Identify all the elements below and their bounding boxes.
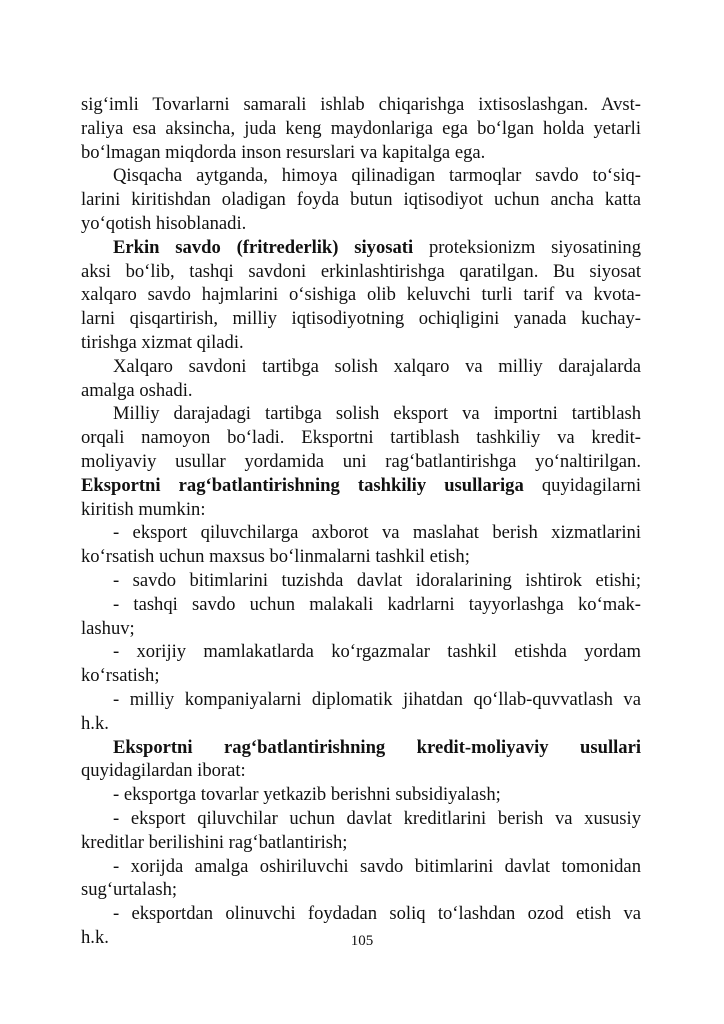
line-text: - eksport qiluvchilar uchun davlat kreditlarini berish va xususiy [113, 807, 641, 829]
text-line [81, 712, 641, 736]
line-text: kiritish mumkin: [81, 498, 206, 520]
text-line [81, 569, 641, 593]
text-line [81, 188, 641, 212]
text-line [81, 402, 641, 426]
text-line [81, 260, 641, 284]
text-line [81, 498, 641, 522]
text-line [81, 164, 641, 188]
page-number: 105 [350, 933, 374, 949]
line-text: ko‘rsatish; [81, 665, 160, 687]
text-line [81, 283, 641, 307]
text-line [81, 902, 641, 926]
line-text: - xorijda amalga oshiriluvchi savdo bitimlarini davlat tomonidan [113, 855, 641, 877]
text-line [81, 593, 641, 617]
text-line [81, 141, 641, 165]
line-text: yo‘qotish hisoblanadi. [81, 212, 247, 234]
line-text: h.k. [81, 712, 109, 734]
text-line [81, 807, 641, 831]
line-text: lashuv; [81, 617, 135, 639]
text-line [81, 545, 641, 569]
line-text: h.k. [81, 926, 109, 948]
text-line [81, 117, 641, 141]
text-line [81, 426, 641, 450]
line-text: - milliy kompaniyalarni diplomatik jihatdan qo‘llab-quvvatlash va [113, 688, 641, 710]
bold-term: Erkin savdo (fritrederlik) siyosati [113, 236, 414, 258]
text-line [81, 736, 641, 760]
text-line [81, 379, 641, 403]
line-text: amalga oshadi. [81, 379, 193, 401]
text-line [81, 450, 641, 474]
line-text: - savdo bitimlarini tuzishda davlat idoralarining ishtirok etishi; [113, 569, 641, 591]
line-text: quyidagilarni [523, 474, 641, 496]
bold-term: Eksportni rag‘batlantirishning kredit-moliyaviy usullari [113, 736, 641, 758]
page-body [81, 93, 641, 950]
line-text: aksi bo‘lib, tashqi savdoni erkinlashtirishga qaratilgan. Bu siyosat [81, 260, 641, 282]
line-text: Qisqacha aytganda, himoya qilinadigan tarmoqlar savdo to‘siq- [113, 165, 641, 187]
text-line [81, 783, 641, 807]
line-text: - xorijiy mamlakatlarda ko‘rgazmalar tashkil etishda yordam [113, 641, 641, 663]
text-line [81, 640, 641, 664]
text-line [81, 93, 641, 117]
text-line [81, 878, 641, 902]
line-text: ko‘rsatish uchun maxsus bo‘linmalarni tashkil etish; [81, 546, 470, 568]
line-text: quyidagilardan iborat: [81, 760, 246, 782]
line-text: raliya esa aksincha, juda keng maydonlariga ega bo‘lgan holda yetarli [81, 117, 641, 139]
text-line [81, 355, 641, 379]
text-line [81, 474, 641, 498]
bold-term: Eksportni rag‘batlantirishning tashkiliy usullariga [81, 474, 524, 496]
line-text: sug‘urtalash; [81, 879, 178, 901]
text-line [81, 521, 641, 545]
text-line [81, 331, 641, 355]
line-text: sig‘imli Tovarlarni samarali ishlab chiqarishga ixtisoslashgan. Avst- [81, 94, 641, 115]
line-text: tirishga xizmat qiladi. [81, 331, 244, 353]
text-line [81, 831, 641, 855]
text-line [81, 855, 641, 879]
line-text: larini kiritishdan oladigan foyda butun iqtisodiyot uchun ancha katta [81, 189, 641, 211]
line-text: bo‘lmagan miqdorda inson resurslari va kapitalga ega. [81, 141, 486, 163]
line-text: proteksionizm siyosatining [413, 236, 641, 258]
text-line [81, 688, 641, 712]
line-text: Milliy darajadagi tartibga solish eksport va importni tartiblash [113, 403, 641, 425]
line-text: moliyaviy usullar yordamida uni rag‘batlantirishga yo‘naltirilgan. [81, 450, 641, 472]
line-text: larni qisqartirish, milliy iqtisodiyotning ochiqligini yanada kuchay- [81, 308, 641, 330]
line-text: - eksportdan olinuvchi foydadan soliq to‘lashdan ozod etish va [113, 903, 641, 925]
text-line [81, 759, 641, 783]
line-text: - eksport qiluvchilarga axborot va maslahat berish xizmatlarini [113, 522, 641, 544]
line-text: orqali namoyon bo‘ladi. Eksportni tartiblash tashkiliy va kredit- [81, 427, 641, 449]
line-text: - tashqi savdo uchun malakali kadrlarni tayyorlashga ko‘mak- [113, 593, 641, 615]
line-text: xalqaro savdo hajmlarini o‘sishiga olib keluvchi turli tarif va kvota- [81, 284, 641, 306]
line-text: kreditlar berilishini rag‘batlantirish; [81, 831, 348, 853]
line-text: - eksportga tovarlar yetkazib berishni subsidiyalash; [113, 784, 501, 806]
text-line [81, 664, 641, 688]
text-line [81, 236, 641, 260]
text-line [81, 617, 641, 641]
text-line [81, 307, 641, 331]
text-line [81, 212, 641, 236]
line-text: Xalqaro savdoni tartibga solish xalqaro va milliy darajalarda [113, 355, 641, 377]
